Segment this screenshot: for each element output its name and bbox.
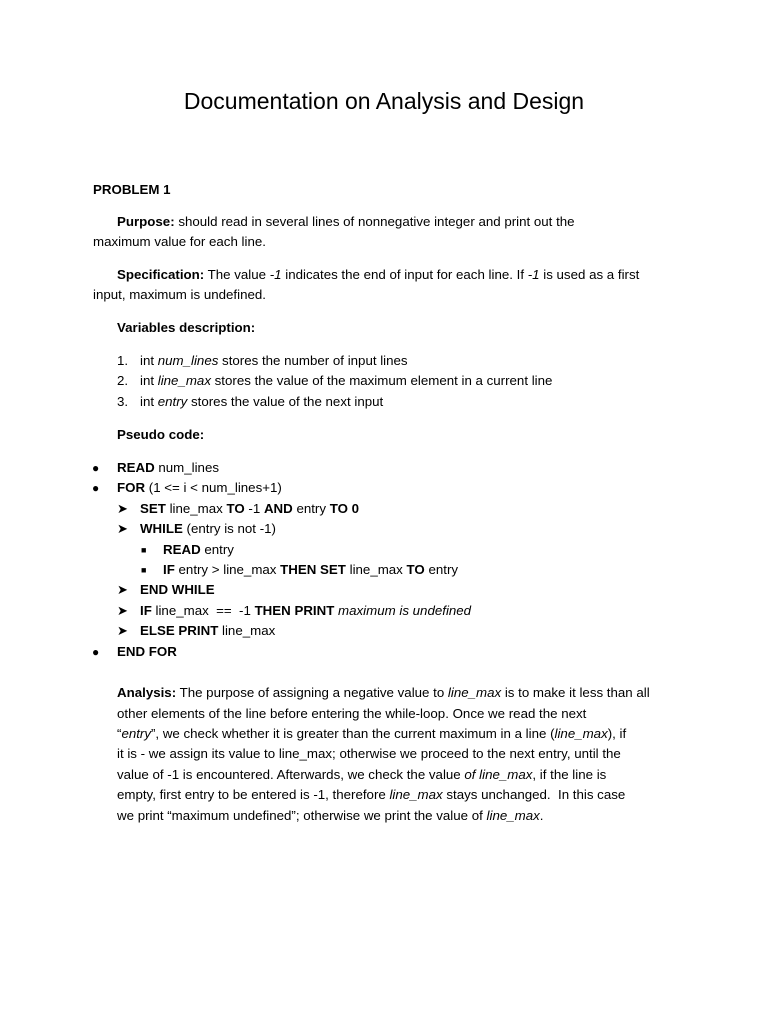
- pseudo-line: [140, 499, 359, 519]
- spec-text: The value: [204, 267, 270, 282]
- bullet-icon: ●: [92, 645, 100, 659]
- purpose-line-2: maximum value for each line.: [93, 234, 266, 249]
- pseudo-line: [117, 458, 219, 478]
- arrow-bullet-icon: ➤: [117, 501, 128, 516]
- pseudo-line: [117, 478, 282, 498]
- analysis-line-4: it is - we assign its value to line_max; otherwise we proceed to the next entry, until the: [117, 746, 621, 761]
- analysis-var: line_max: [447, 685, 502, 700]
- code-text: entry: [200, 542, 234, 557]
- analysis-text: value of -1 is encountered. Afterwards, we check the value: [117, 767, 465, 782]
- keyword: READ: [117, 460, 155, 475]
- pseudo-heading: Pseudo code:: [117, 427, 205, 442]
- code-text: (entry is not -1): [182, 521, 276, 536]
- var-type: int: [140, 353, 158, 368]
- analysis-text: .: [539, 808, 544, 823]
- analysis-text: is to make it less than all: [501, 685, 650, 700]
- analysis-text: empty, first entry to be entered is -1, therefore: [117, 787, 390, 802]
- keyword: READ: [163, 542, 201, 557]
- code-text: (1 <= i < num_lines+1): [145, 480, 282, 495]
- arrow-bullet-icon: ➤: [117, 582, 128, 597]
- square-bullet-icon: ■: [141, 565, 147, 575]
- analysis-var: line_max: [389, 787, 443, 802]
- code-text: line_max: [218, 623, 276, 638]
- list-number: 1.: [117, 353, 129, 368]
- pseudo-line: [140, 601, 471, 621]
- purpose-label: Purpose:: [117, 214, 175, 229]
- var-type: int: [140, 373, 158, 388]
- code-text: num_lines: [154, 460, 219, 475]
- variable-item: [140, 371, 552, 391]
- analysis-label: Analysis:: [117, 685, 177, 700]
- purpose-text-1: should read in several lines of nonnegative integer and print out the: [174, 214, 575, 229]
- code-text: -1: [244, 501, 264, 516]
- keyword: ELSE PRINT: [140, 623, 219, 638]
- analysis-line-6: [117, 785, 625, 805]
- spec-value: -1: [527, 267, 540, 282]
- code-text: maximum is undefined: [334, 603, 472, 618]
- specification-line-2: input, maximum is undefined.: [93, 287, 266, 302]
- keyword: WHILE: [140, 521, 183, 536]
- analysis-var: entry: [121, 726, 151, 741]
- code-text: line_max: [345, 562, 407, 577]
- specification-label: Specification:: [117, 267, 205, 282]
- var-name: entry: [157, 394, 188, 409]
- analysis-text: ”, we check whether it is greater than the current maximum in a line (: [151, 726, 555, 741]
- keyword: IF: [140, 603, 152, 618]
- keyword: TO: [226, 501, 245, 516]
- arrow-bullet-icon: ➤: [117, 521, 128, 536]
- keyword: AND: [263, 501, 293, 516]
- variable-item: [140, 351, 408, 371]
- var-name: num_lines: [157, 353, 219, 368]
- analysis-text: , if the line is: [532, 767, 607, 782]
- var-desc: stores the value of the maximum element in a current line: [210, 373, 553, 388]
- keyword: TO: [406, 562, 425, 577]
- var-name: line_max: [157, 373, 211, 388]
- page-title: Documentation on Analysis and Design: [183, 88, 585, 114]
- pseudo-line: [140, 621, 275, 641]
- analysis-line-1: [117, 683, 650, 703]
- analysis-var: line_max: [486, 808, 540, 823]
- keyword: THEN PRINT: [254, 603, 335, 618]
- var-desc: stores the number of input lines: [218, 353, 408, 368]
- pseudo-line: [140, 519, 276, 539]
- analysis-var: line_max: [554, 726, 608, 741]
- pseudo-line: END WHILE: [140, 582, 215, 597]
- analysis-line-5: [117, 765, 606, 785]
- specification-line-1: [117, 265, 639, 285]
- purpose-line-1: [117, 212, 575, 232]
- arrow-bullet-icon: ➤: [117, 623, 128, 638]
- spec-text: is used as a first: [539, 267, 640, 282]
- variables-heading: Variables description:: [117, 320, 256, 335]
- analysis-text: The purpose of assigning a negative value to: [176, 685, 448, 700]
- keyword: THEN SET: [280, 562, 346, 577]
- var-desc: stores the value of the next input: [187, 394, 384, 409]
- code-text: entry: [292, 501, 330, 516]
- keyword: SET: [140, 501, 166, 516]
- analysis-text: ), if: [607, 726, 627, 741]
- bullet-icon: ●: [92, 481, 100, 495]
- keyword: FOR: [117, 480, 146, 495]
- list-number: 3.: [117, 394, 129, 409]
- spec-text: indicates the end of input for each line. If: [281, 267, 528, 282]
- code-text: entry > line_max: [174, 562, 281, 577]
- analysis-var: of line_max: [464, 767, 533, 782]
- bullet-icon: ●: [92, 461, 100, 475]
- analysis-line-7: [117, 806, 543, 826]
- code-text: line_max == -1: [151, 603, 255, 618]
- analysis-line-2: other elements of the line before entering the while-loop. Once we read the next: [117, 706, 587, 721]
- list-number: 2.: [117, 373, 129, 388]
- pseudo-line: [163, 540, 234, 560]
- analysis-text: we print “maximum undefined”; otherwise we print the value of: [117, 808, 487, 823]
- variable-item: [140, 392, 383, 412]
- analysis-text: “: [117, 726, 122, 741]
- keyword: IF: [163, 562, 175, 577]
- spec-value: -1: [269, 267, 282, 282]
- pseudo-line: END FOR: [117, 644, 177, 659]
- code-text: entry: [424, 562, 459, 577]
- var-type: int: [140, 394, 158, 409]
- arrow-bullet-icon: ➤: [117, 603, 128, 618]
- analysis-line-3: [117, 724, 626, 744]
- problem-heading: PROBLEM 1: [93, 182, 171, 197]
- code-text: line_max: [165, 501, 227, 516]
- pseudo-line: [163, 560, 458, 580]
- square-bullet-icon: ■: [141, 545, 147, 555]
- keyword: TO 0: [329, 501, 360, 516]
- analysis-text: stays unchanged. In this case: [442, 787, 626, 802]
